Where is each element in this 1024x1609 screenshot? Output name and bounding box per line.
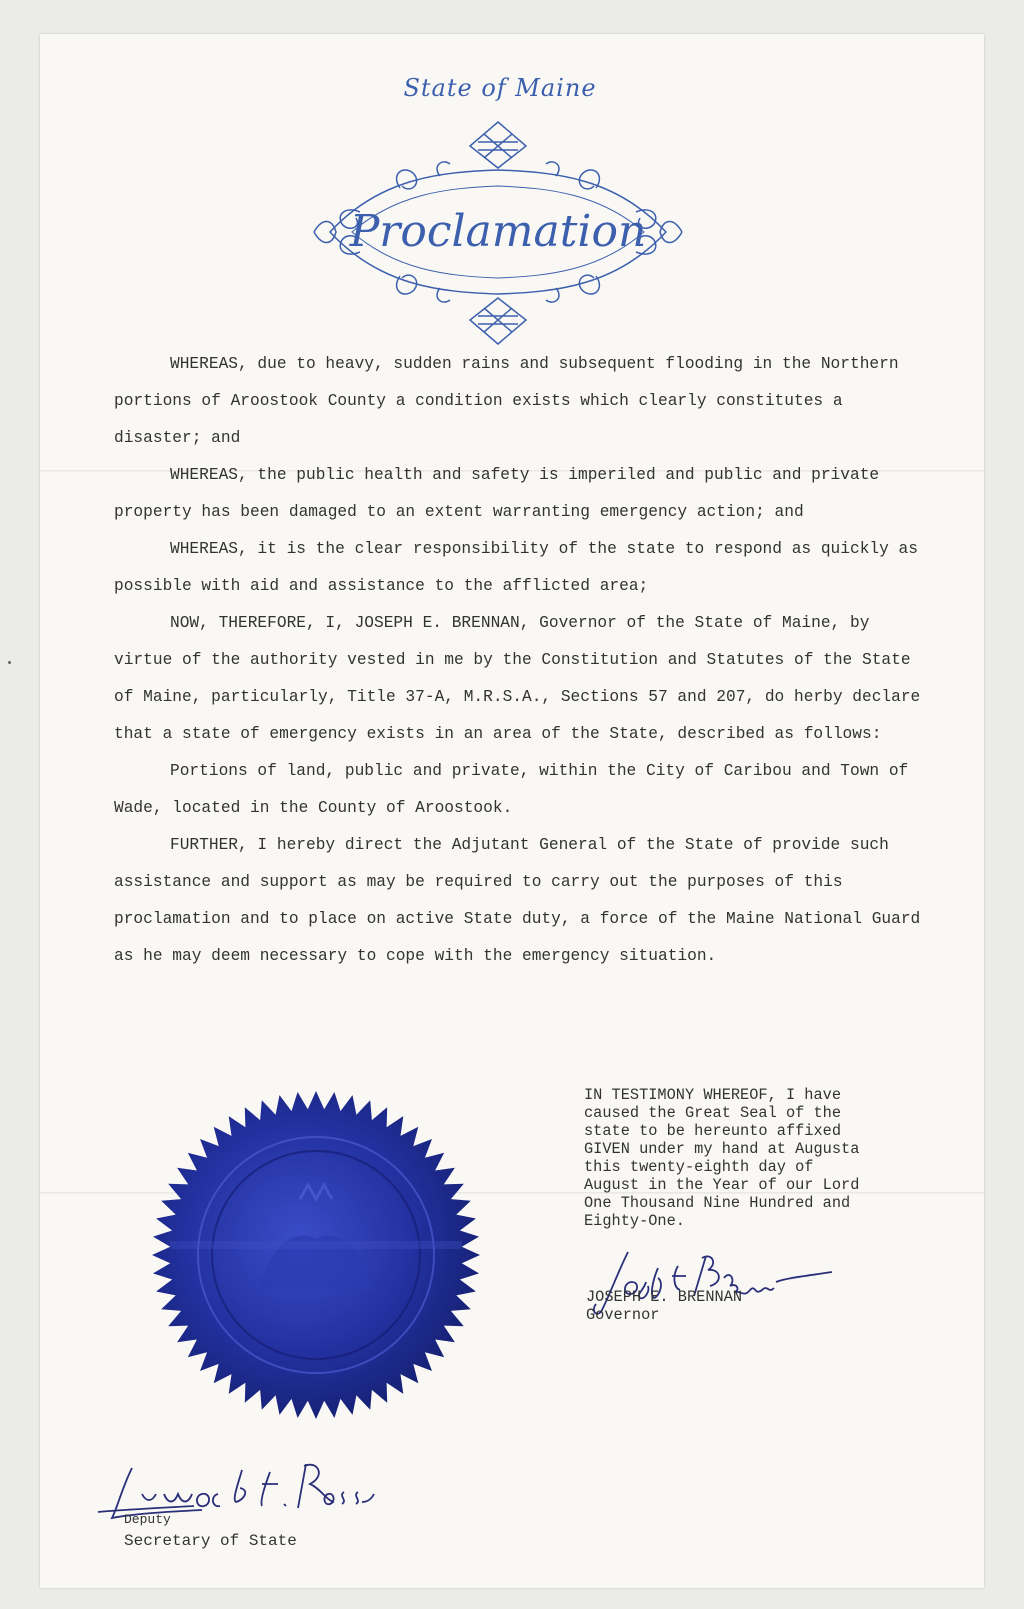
affected-area-paragraph: Portions of land, public and private, within the City of Caribou and Town of Wade, located in the County of Aroostook. xyxy=(114,762,909,817)
governor-name: JOSEPH E. BRENNAN xyxy=(586,1288,743,1306)
proclamation-body xyxy=(114,346,934,975)
further-directive-paragraph: FURTHER, I hereby direct the Adjutant General of the State of provide such assistance and support as may be required to carry out the purposes of this proclamation and to place on active State duty, a force of the Maine National Guard as he may deem necessary to cope with the emergency situation. xyxy=(114,836,921,965)
testimony-line: August in the Year of our Lord xyxy=(584,1176,860,1194)
declaration-paragraph: NOW, THEREFORE, I, JOSEPH E. BRENNAN, Governor of the State of Maine, by virtue of the authority vested in me by the Constitution and Statutes of the State of Maine, particularly, Title 37-A, M.R.S.A., Sections 57 and 207, do herby declare that a state of emergency exists in an area of the State, described as follows: xyxy=(114,614,921,743)
testimony-line: caused the Great Seal of the xyxy=(584,1104,842,1122)
testimony-line: GIVEN under my hand at Augusta xyxy=(584,1140,860,1158)
testimony-line: this twenty-eighth day of xyxy=(584,1158,814,1176)
testimony-block xyxy=(584,1086,964,1230)
whereas-responsibility-paragraph: WHEREAS, it is the clear responsibility of the state to respond as quickly as possible with aid and assistance to the afflicted area; xyxy=(114,540,918,595)
secretary-of-state-title: Secretary of State xyxy=(124,1532,297,1550)
great-seal-icon xyxy=(150,1089,482,1421)
proclamation-ornament xyxy=(300,118,696,348)
testimony-line: state to be hereunto affixed xyxy=(584,1122,842,1140)
testimony-line: IN TESTIMONY WHEREOF, I have xyxy=(584,1086,842,1104)
scan-speck xyxy=(8,661,11,664)
whereas-flooding-paragraph: WHEREAS, due to heavy, sudden rains and subsequent flooding in the Northern portions of Aroostook County a condition exists which clearly constitutes a disaster; and xyxy=(114,355,899,447)
proclamation-title: Proclamation xyxy=(349,206,647,257)
testimony-line: Eighty-One. xyxy=(584,1212,685,1230)
deputy-label: Deputy xyxy=(124,1512,171,1527)
governor-title: Governor xyxy=(586,1306,660,1324)
whereas-public-health-paragraph: WHEREAS, the public health and safety is imperiled and public and private property has been damaged to an extent warranting emergency action; and xyxy=(114,466,880,521)
testimony-line: One Thousand Nine Hundred and xyxy=(584,1194,851,1212)
state-heading: State of Maine xyxy=(403,74,597,102)
